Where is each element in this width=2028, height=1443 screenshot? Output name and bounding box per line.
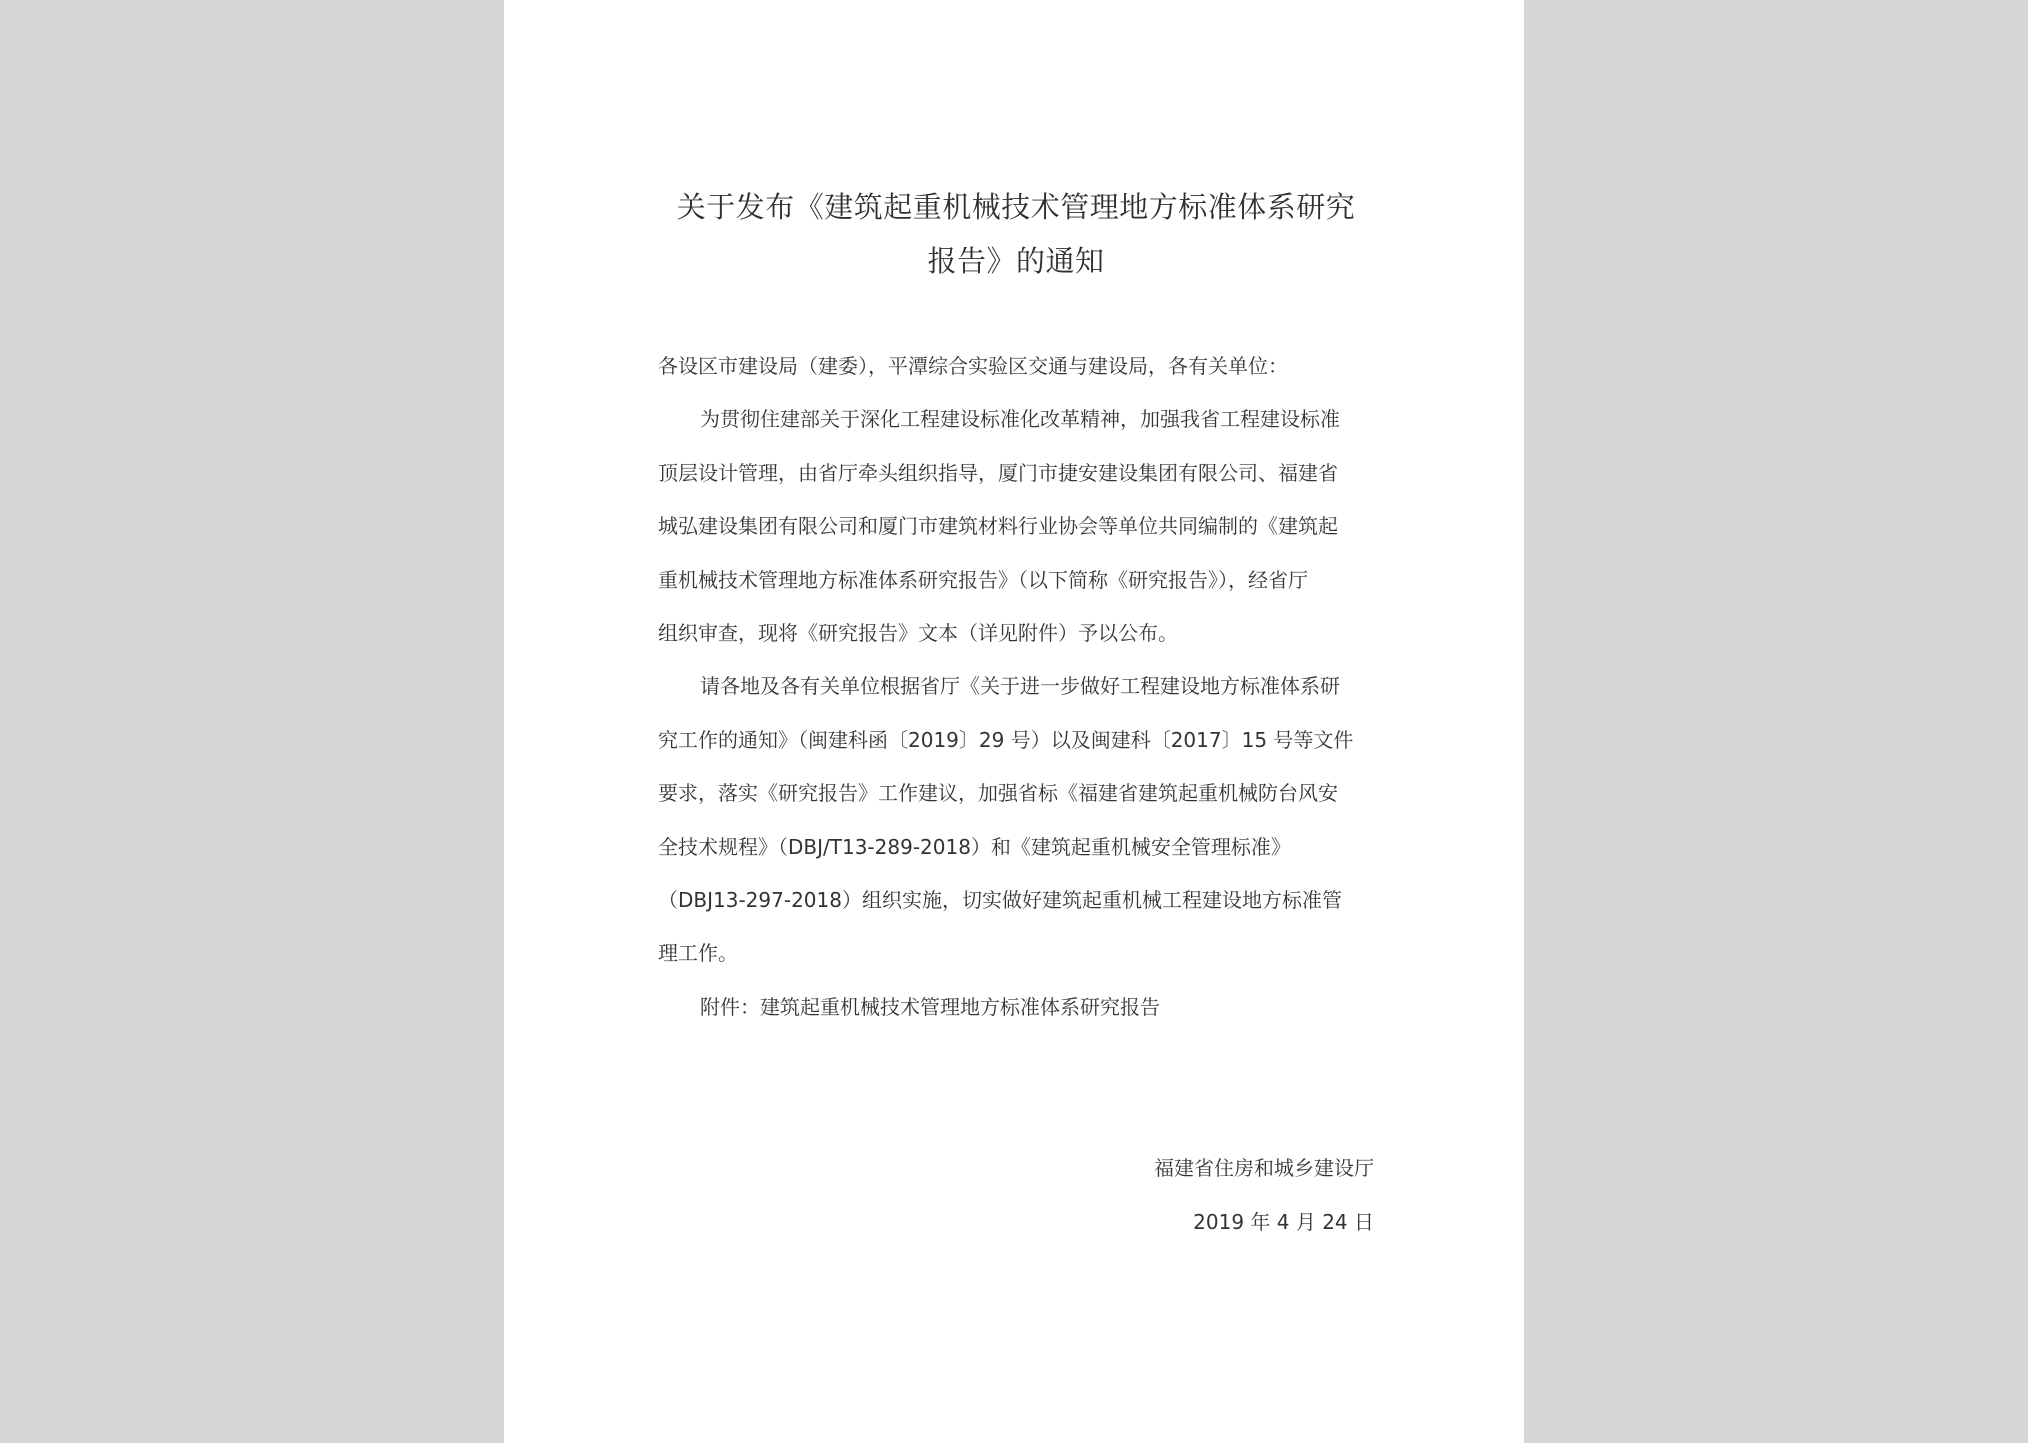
paragraph-1-line: 为贯彻住建部关于深化工程建设标准化改革精神，加强我省工程建设标准 — [700, 407, 1340, 432]
paragraph-2-line: 全技术规程》（DBJ/T13-289-2018）和《建筑起重机械安全管理标准》 — [658, 834, 1291, 859]
document-page — [504, 0, 1524, 1443]
paragraph-1-line: 顶层设计管理，由省厅牵头组织指导，厦门市捷安建设集团有限公司、福建省 — [658, 460, 1338, 485]
paragraph-1-line: 组织审查，现将《研究报告》文本（详见附件）予以公布。 — [658, 621, 1178, 646]
paragraph-2-line: （DBJ13-297-2018）组织实施，切实做好建筑起重机械工程建设地方标准管 — [658, 888, 1342, 913]
paragraph-2-line: 究工作的通知》（闽建科函〔2019〕29 号）以及闽建科〔2017〕15 号等文件 — [658, 727, 1354, 752]
paragraph-2-line: 请各地及各有关单位根据省厅《关于进一步做好工程建设地方标准体系研 — [700, 674, 1340, 699]
title-line-1: 关于发布《建筑起重机械技术管理地方标准体系研究 — [676, 190, 1356, 224]
salutation: 各设区市建设局（建委），平潭综合实验区交通与建设局，各有关单位： — [658, 354, 1288, 378]
title-line-2: 报告》的通知 — [927, 244, 1105, 278]
paragraph-1-line: 城弘建设集团有限公司和厦门市建筑材料行业协会等单位共同编制的《建筑起 — [658, 514, 1338, 539]
document-title — [658, 180, 1374, 288]
attachment-note: 附件：建筑起重机械技术管理地方标准体系研究报告 — [700, 994, 1160, 1019]
paragraph-2-line: 要求，落实《研究报告》工作建议，加强省标《福建省建筑起重机械防台风安 — [658, 781, 1338, 806]
paragraph-2-line: 理工作。 — [658, 941, 738, 966]
paragraph-1-line: 重机械技术管理地方标准体系研究报告》（以下简称《研究报告》），经省厅 — [658, 567, 1308, 592]
signature-organization: 福建省住房和城乡建设厅 — [1154, 1156, 1374, 1180]
signature-date: 2019 年 4 月 24 日 — [1193, 1210, 1374, 1234]
document-body — [658, 340, 1374, 1034]
